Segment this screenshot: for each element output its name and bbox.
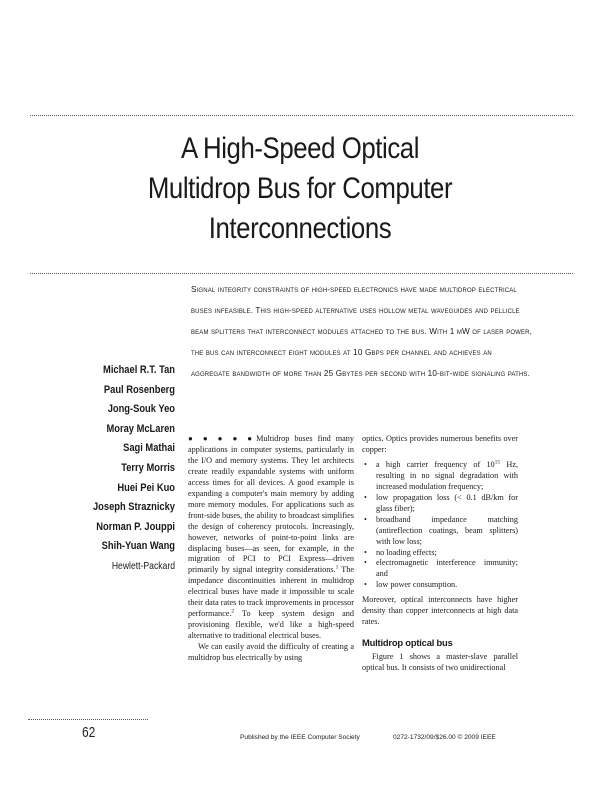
- page-number: 62: [82, 724, 96, 741]
- list-item: • electromagnetic interference immunity; and: [362, 558, 518, 580]
- author-name: Michael R.T. Tan: [103, 364, 175, 376]
- article-deck: Signal integrity constraints of high-speed electronics have made multidrop electrical buses infeasible. This high-speed alternative uses hollow metal waveguides and pellicle beam splitters that interconnect modules attached to the bus. With 1 mW of laser power, the bus can interconnect eight modules at 10 Gbps per channel and achieves an aggregate bandwidth of more than 25 Gbytes per second with 10-bit-wide signaling paths.: [191, 285, 533, 378]
- list-item: • a high carrier frequency of $10^{15}$ Hz, resulting in no signal degradation with increased modulation frequency;: [362, 460, 518, 493]
- body-column-left: [188, 434, 354, 664]
- author-affiliation: Hewlett-Packard: [111, 559, 175, 572]
- list-item: • broadband impedance matching (antireflection coatings, beam splitters) with low loss;: [362, 515, 518, 548]
- body-paragraph-3: optics. Optics provides numerous benefits over copper:: [362, 434, 518, 454]
- article-title-line-3: Interconnections: [208, 212, 392, 245]
- body-paragraph-4: Moreover, optical interconnects have higher density than copper interconnects at high data rates.: [362, 595, 518, 627]
- author-name: Norman P. Jouppi: [96, 520, 175, 533]
- benefits-list: [362, 460, 518, 591]
- lead-marker: ● ● ● ● ●: [188, 434, 257, 443]
- list-item: • low power consumption.: [362, 580, 518, 591]
- author-name: Moray McLaren: [106, 422, 175, 435]
- author-name: Sagi Mathai: [123, 442, 175, 455]
- author-name: Joseph Straznicky: [92, 501, 175, 514]
- article-title-line-1: A High-Speed Optical: [180, 132, 420, 165]
- body-paragraph-5: Figure 1 shows a master-slave parallel optical bus. It consists of two unidirectional: [362, 652, 518, 673]
- reference-mark: 1: [335, 564, 339, 571]
- author-name: Jong-Souk Yeo: [107, 403, 175, 416]
- author-name: Terry Morris: [121, 461, 175, 474]
- body-paragraph-1: ● ● ● ● ●Multidrop buses find many applications in computer systems, particularly in the I/O and memory systems. They let architects create readily expandable systems with uniform access times for all devices. A good example is expanding a computer's main memory by adding more memory modules. For applications such as front-side buses, the ability to broadcast simplifies the design of coherency protocols. Increasingly, however, networks of point-to-point links are displacing buses—as seen, for example, in the migration of PCI to PCI Express—driven primarily by signal integrity considerations.$^1$ The impedance discontinuities inherent in multidrop electrical buses have made it impossible to scale their data rates to track improvements in processor performance.$^2$ To keep system design and provisioning flexible, we'd like a high-speed alternative to traditional electrical buses.: [188, 434, 354, 641]
- issn-line: 0272-1732/09/$26.00 © 2009 IEEE: [393, 734, 496, 741]
- list-item: • no loading effects;: [362, 548, 518, 559]
- section-heading: Multidrop optical bus: [362, 637, 453, 649]
- body-column-right: [362, 434, 518, 674]
- reference-mark: 2: [231, 608, 235, 615]
- top-rule: [30, 115, 573, 116]
- author-name: Shih-Yuan Wang: [101, 540, 175, 553]
- list-item: • low propagation loss (< 0.1 dB/km for glass fiber);: [362, 493, 518, 515]
- page-number-rule: [28, 719, 148, 720]
- body-paragraph-2: We can easily avoid the difficulty of creating a multidrop bus electrically by using: [188, 642, 354, 663]
- author-name: Huei Pei Kuo: [117, 481, 175, 494]
- author-name: Paul Rosenberg: [103, 383, 175, 396]
- article-title-line-2: Multidrop Bus for Computer: [147, 172, 453, 205]
- title-rule: [30, 273, 573, 274]
- author-list: [64, 361, 175, 577]
- publisher-line: Published by the IEEE Computer Society: [240, 734, 360, 741]
